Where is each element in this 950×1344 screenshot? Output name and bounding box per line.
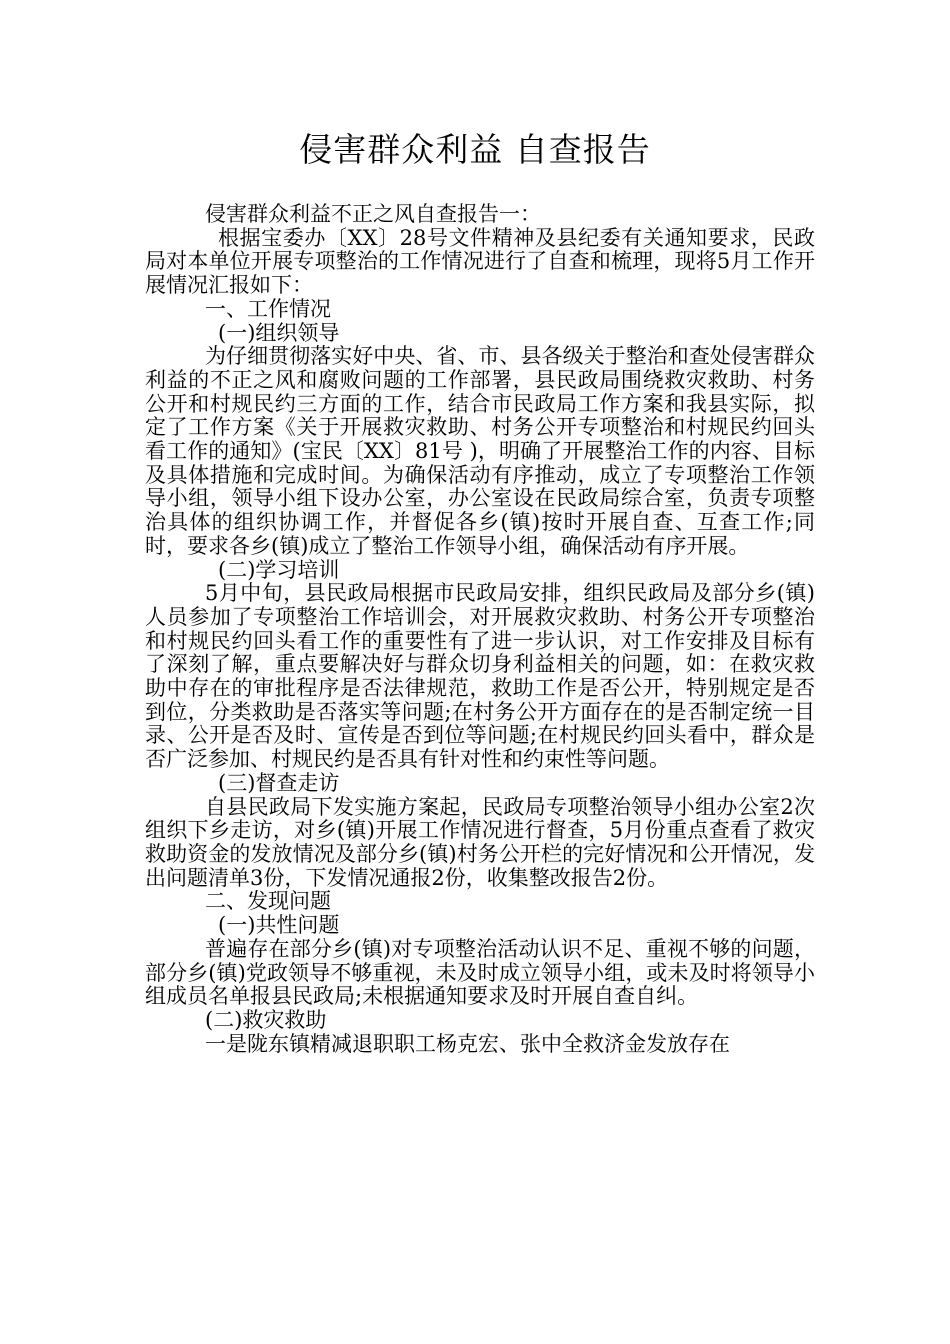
- section-heading: 一、工作情况: [205, 296, 331, 321]
- paragraph: 普遍存在部分乡(镇)对专项整治活动认识不足、重视不够的问题，部分乡(镇)党政领导不够重视，未及时成立领导小组，或未及时将领导小组成员名单报县民政局;未根据通知要求及时开展自查自纠。: [145, 936, 815, 1009]
- subsection-heading: (二)学习培训: [218, 557, 340, 582]
- paragraph: 5月中旬，县民政局根据市民政局安排，组织民政局及部分乡(镇)人员参加了专项整治工作培训会，对开展救灾救助、村务公开专项整治和村规民约回头看工作的重要性有了进一步认识，对工作安排及目标有了深刻了解，重点要解决好与群众切身利益相关的问题，如：在救灾救助中存在的审批程序是否法律规范，救助工作是否公开，特别规定是否到位，分类救助是否落实等问题;在村务公开方面存在的是否制定统一目录、公开是否及时、宣传是否到位等问题;在村规民约回头看中，群众是否广泛参加、村规民约是否具有针对性和约束性等问题。: [145, 581, 815, 772]
- subsection-heading: (一)共性问题: [218, 913, 340, 938]
- subsection-heading: (三)督查走访: [218, 770, 340, 795]
- paragraph: 为仔细贯彻落实好中央、省、市、县各级关于整治和查处侵害群众利益的不正之风和腐败问题的工作部署，县民政局围绕救灾救助、村务公开和村规民约三方面的工作，结合市民政局工作方案和我县实际，拟定了工作方案《关于开展救灾救助、村务公开专项整治和村规民约回头看工作的通知》(宝民〔XX〕81号 )，明确了开展整治工作的内容、目标及具体措施和完成时间。为确保活动有序推动，成立了专项整治工作领导小组，领导小组下设办公室，办公室设在民政局综合室，负责专项整治具体的组织协调工作，并督促各乡(镇)按时开展自查、互查工作;同时，要求各乡(镇)成立了整治工作领导小组，确保活动有序开展。: [145, 344, 815, 558]
- paragraph: 根据宝委办〔XX〕28号文件精神及县纪委有关通知要求，民政局对本单位开展专项整治的工作情况进行了自查和梳理，现将5月工作开展情况汇报如下：: [145, 225, 815, 298]
- paragraph: 一是陇东镇精减退职职工杨克宏、张中全救济金发放存在: [205, 1031, 730, 1056]
- paragraph: 侵害群众利益不正之风自查报告一：: [205, 202, 541, 226]
- document-body: [145, 203, 815, 1056]
- paragraph: 自县民政局下发实施方案起，民政局专项整治领导小组办公室2次组织下乡走访，对乡(镇)开展工作情况进行督查，5月份重点查看了救灾救助资金的发放情况及部分乡(镇)村务公开栏的完好情况和公开情况，发出问题清单3份，下发情况通报2份，收集整改报告2份。: [145, 794, 815, 890]
- subsection-heading: (二)救灾救助: [205, 1007, 327, 1032]
- document-title: 侵害群众利益 自查报告: [299, 130, 651, 169]
- subsection-heading: (一)组织领导: [218, 320, 340, 345]
- section-heading: 二、发现问题: [205, 889, 331, 914]
